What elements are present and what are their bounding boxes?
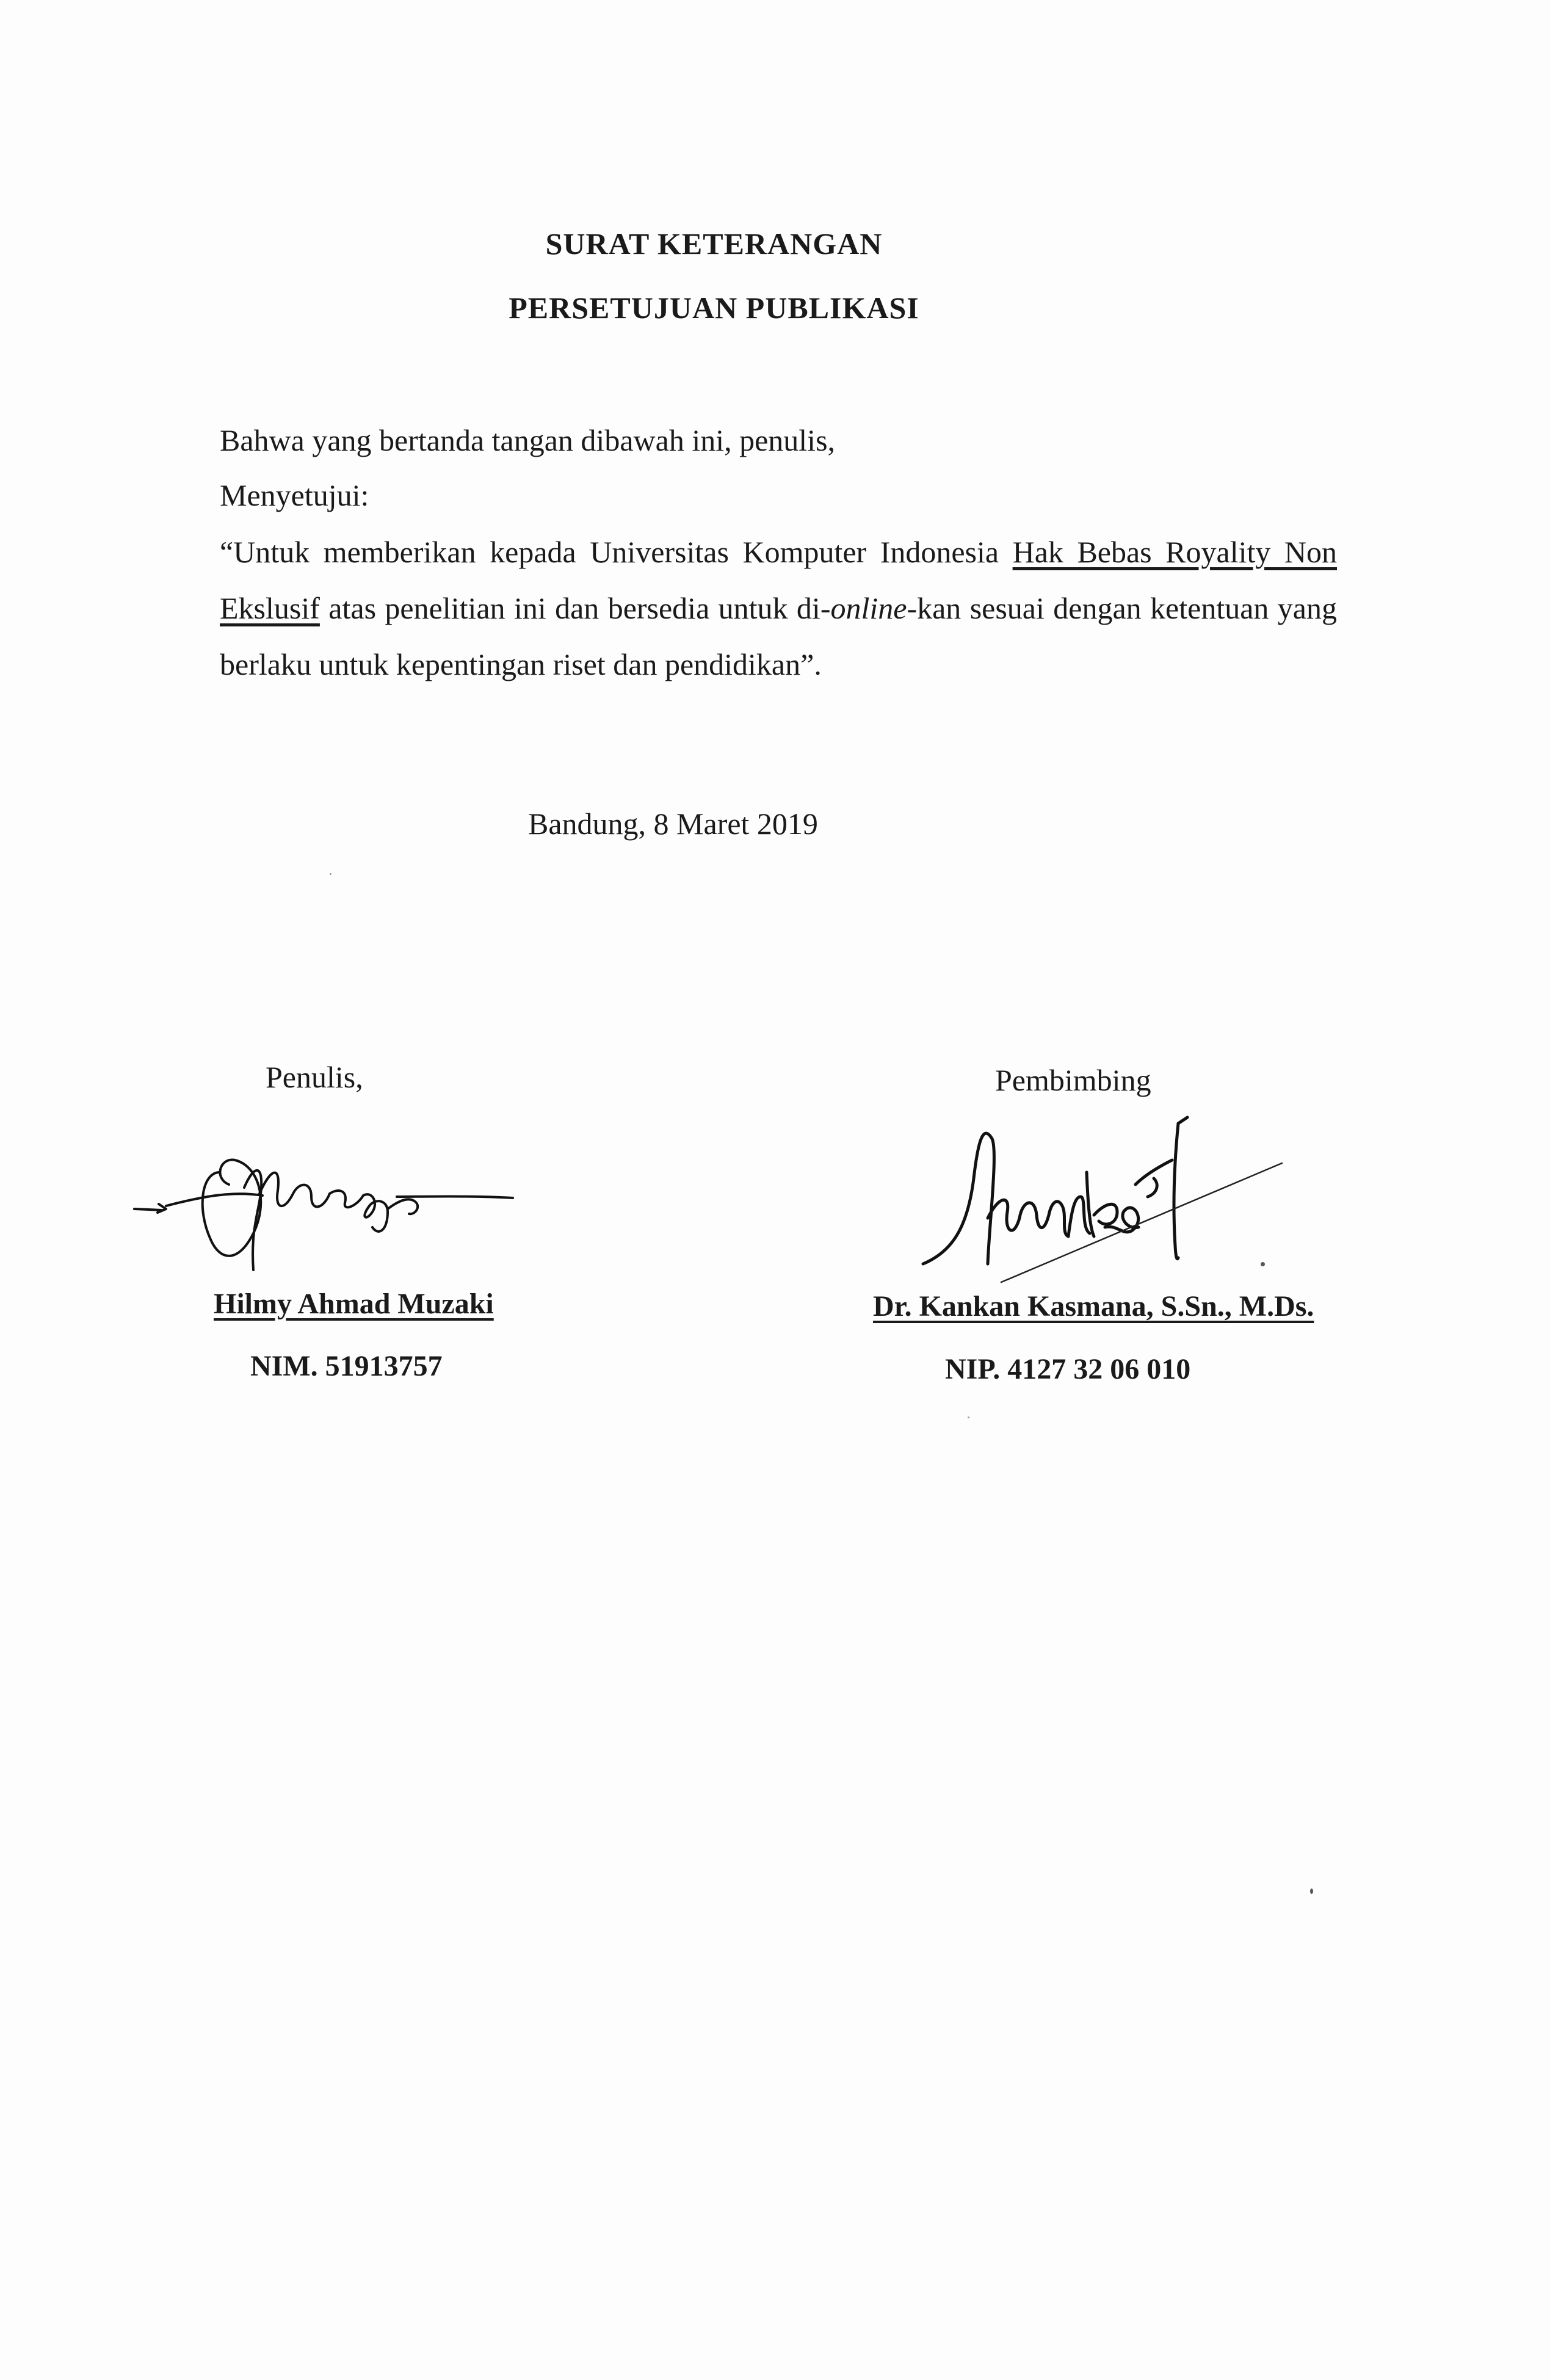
writer-signature-image: [128, 1130, 519, 1288]
agreement-label: Menyetujui:: [220, 478, 369, 512]
scan-speck: [968, 1417, 969, 1418]
statement-text-3: -kan sesuai dengan ketentuan yang berlaku untuk kepentingan riset dan pendidikan”.: [220, 591, 1337, 681]
license-term: Hak Bebas Royality Non Ekslusif: [220, 535, 1337, 625]
statement-paragraph: [220, 524, 1337, 692]
scan-speck: [330, 873, 331, 875]
intro-paragraph: Bahwa yang bertanda tangan dibawah ini, penulis,: [220, 423, 836, 457]
online-term: online: [830, 591, 907, 625]
document-title: SURAT KETERANGAN: [545, 227, 883, 261]
scan-speck: [1261, 1262, 1265, 1266]
place-and-date: Bandung, 8 Maret 2019: [528, 807, 818, 841]
advisor-employee-id: NIP. 4127 32 06 010: [945, 1353, 1191, 1385]
statement-text-1: “Untuk memberikan kepada Universitas Komputer Indonesia: [220, 535, 1013, 569]
writer-student-id: NIM. 51913757: [250, 1350, 443, 1382]
scan-speck: [1310, 1888, 1313, 1894]
statement-text-2: atas penelitian ini dan bersedia untuk di-: [319, 591, 831, 625]
advisor-signature-image: [916, 1105, 1294, 1307]
writer-name: Hilmy Ahmad Muzaki: [214, 1288, 494, 1320]
advisor-name: Dr. Kankan Kasmana, S.Sn., M.Ds.: [873, 1290, 1314, 1322]
writer-label: Penulis,: [266, 1060, 363, 1094]
document-subtitle: PERSETUJUAN PUBLIKASI: [509, 291, 919, 325]
advisor-label: Pembimbing: [995, 1063, 1151, 1097]
